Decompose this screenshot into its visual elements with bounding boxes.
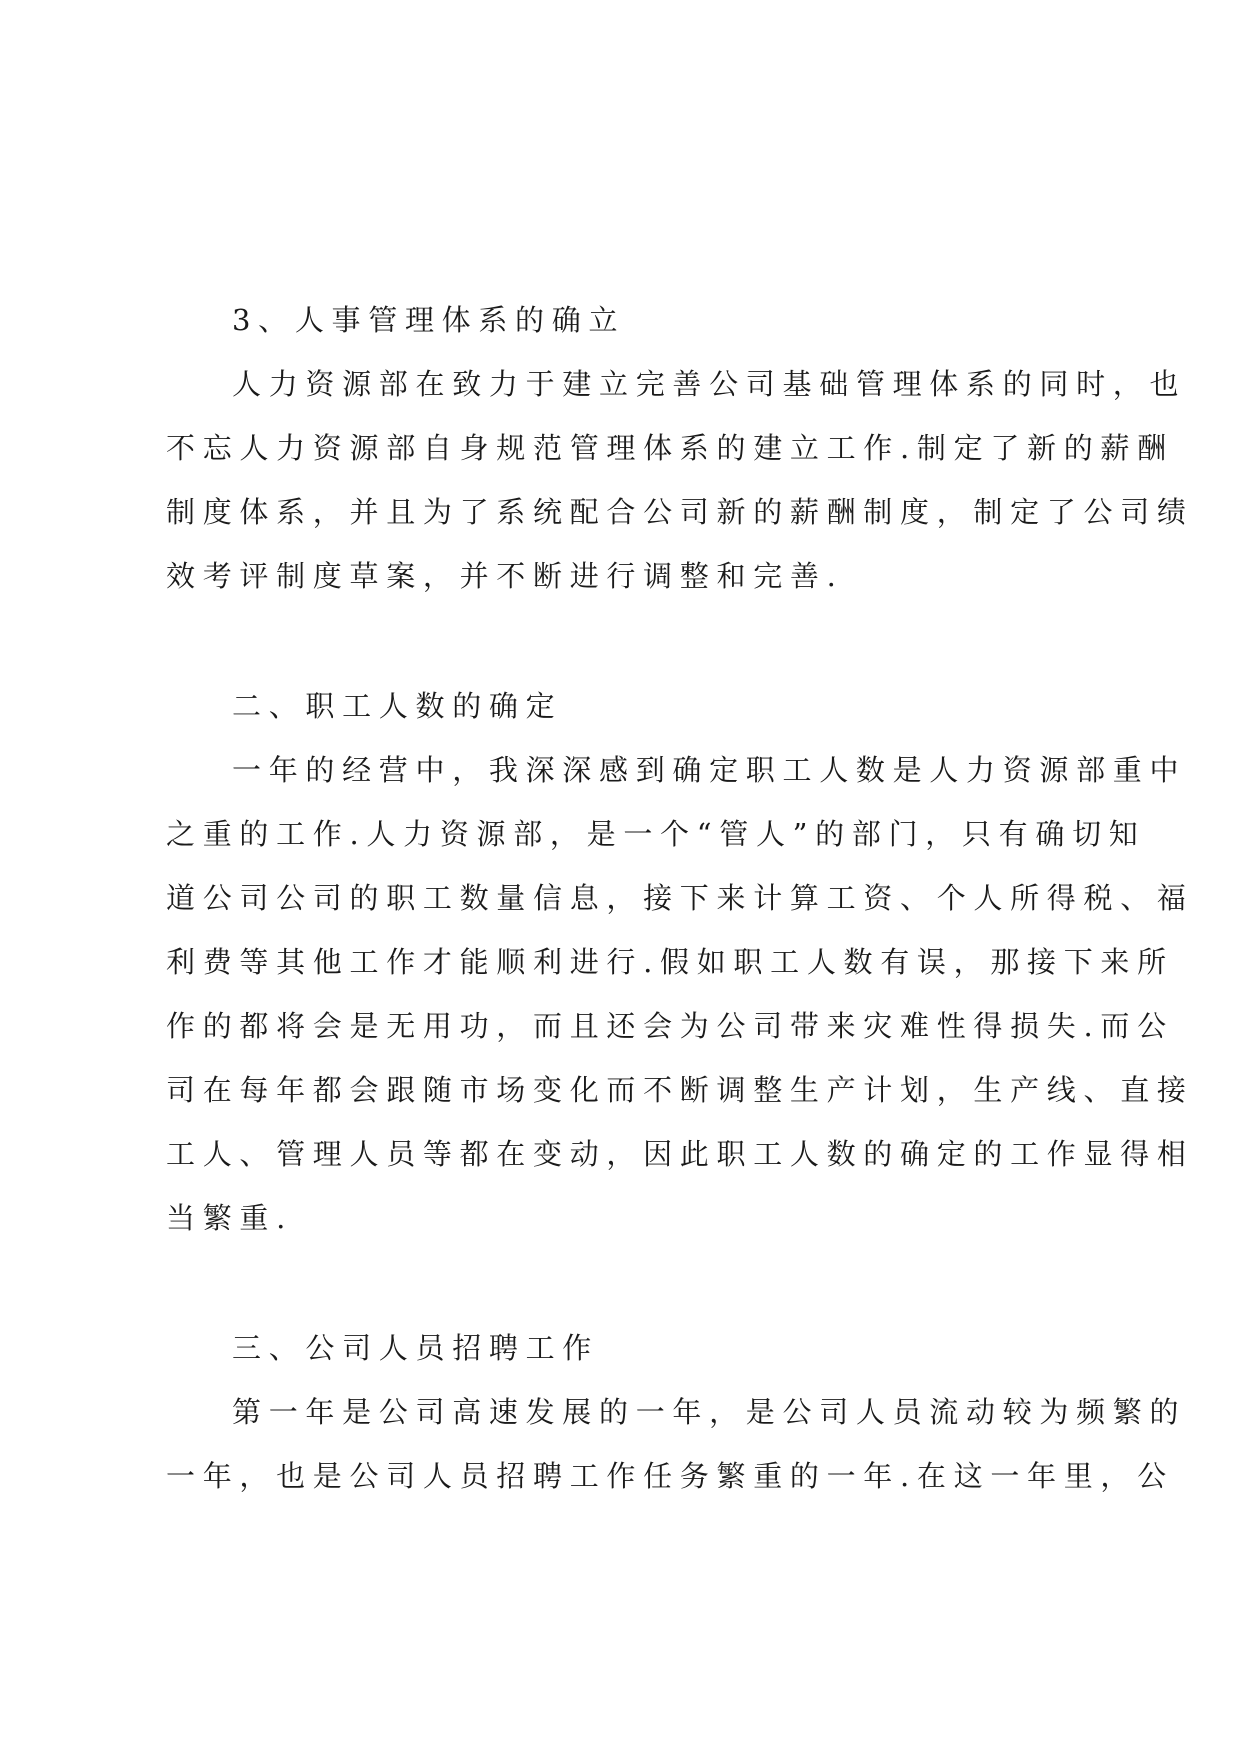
paragraph-line: 司在每年都会跟随市场变化而不断调整生产计划，生产线、直接: [166, 1073, 1194, 1107]
paragraph-line: 作的都将会是无用功，而且还会为公司带来灾难性得损失.而公: [166, 1009, 1174, 1043]
section-heading: 3、人事管理体系的确立: [232, 303, 626, 337]
section-heading: 三、公司人员招聘工作: [232, 1331, 600, 1365]
section-hr-system: [166, 288, 1194, 608]
section-spacer: [166, 608, 1094, 674]
section-spacer: [166, 1250, 1094, 1316]
section-headcount: [166, 674, 1194, 1250]
paragraph-line: 人力资源部在致力于建立完善公司基础管理体系的同时，也: [232, 367, 1187, 401]
paragraph-line: 当繁重.: [166, 1201, 294, 1235]
section-heading: 二、职工人数的确定: [232, 689, 563, 723]
paragraph-line: 不忘人力资源部自身规范管理体系的建立工作.制定了新的薪酬: [166, 431, 1174, 465]
paragraph-line: 之重的工作.人力资源部，是一个“管人”的部门，只有确切知: [166, 817, 1146, 851]
paragraph-line: 利费等其他工作才能顺利进行.假如职工人数有误，那接下来所: [166, 945, 1174, 979]
paragraph-line: 一年的经营中，我深深感到确定职工人数是人力资源部重中: [232, 753, 1187, 787]
paragraph-line: 道公司公司的职工数量信息，接下来计算工资、个人所得税、福: [166, 881, 1194, 915]
document-body: [166, 288, 1194, 1508]
section-recruitment: [166, 1316, 1187, 1508]
paragraph-line: 工人、管理人员等都在变动，因此职工人数的确定的工作显得相: [166, 1137, 1194, 1171]
paragraph-line: 制度体系，并且为了系统配合公司新的薪酬制度，制定了公司绩: [166, 495, 1194, 529]
paragraph-line: 一年，也是公司人员招聘工作任务繁重的一年.在这一年里，公: [166, 1459, 1174, 1493]
paragraph-line: 第一年是公司高速发展的一年，是公司人员流动较为频繁的: [232, 1395, 1187, 1429]
paragraph-line: 效考评制度草案，并不断进行调整和完善.: [166, 559, 844, 593]
